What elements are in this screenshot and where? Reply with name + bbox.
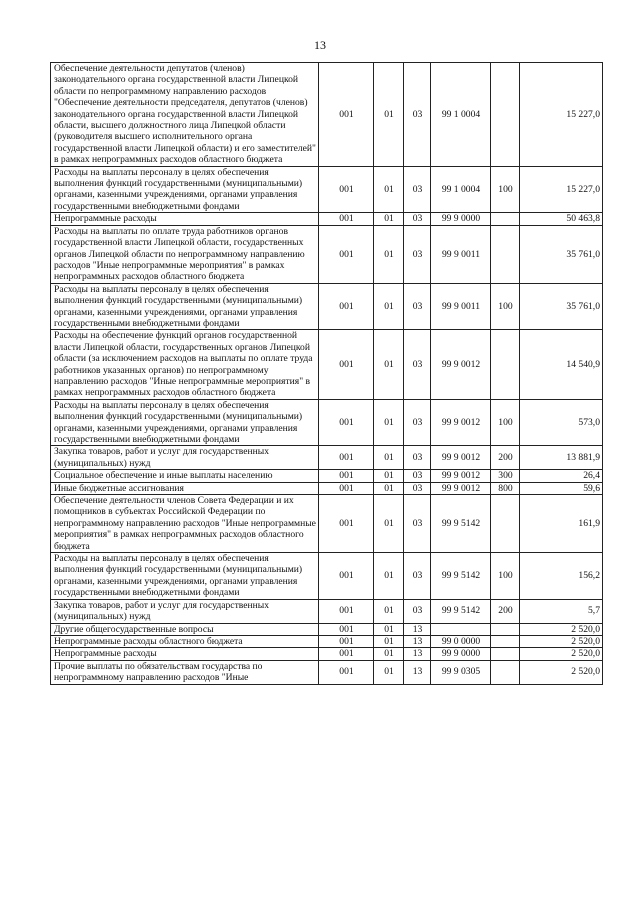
expense-type-cell: 100: [491, 283, 520, 330]
target-article-cell: [431, 623, 491, 635]
expense-name-cell: Расходы на выплаты персоналу в целях обеспечения выполнения функций государственными (муниципальными) органами, казенными учреждениями, органами управления государственными внебюджетными фондами: [51, 553, 319, 600]
subsection-code-cell: 03: [404, 225, 431, 283]
amount-cell: 161,9: [520, 495, 603, 553]
section-code-cell: 01: [374, 482, 404, 494]
section-code-cell: 01: [374, 635, 404, 647]
expense-name-cell: Непрограммные расходы: [51, 648, 319, 660]
expense-name-cell: Обеспечение деятельности депутатов (членов) законодательного органа государственной власти Липецкой области по непрограммному направлению расходов "Обеспечение деятельности председателя, депутатов (членов) законодательного органа государственной власти Липецкой области, высшего должностного лица Липецкой области (руководителя высшего исполнительного органа государственной власти Липецкой области) и его заместителей" в рамках непрограммных расходов областного бюджета: [51, 63, 319, 167]
target-article-cell: 99 9 0000: [431, 213, 491, 225]
amount-cell: 15 227,0: [520, 166, 603, 213]
expense-type-cell: [491, 623, 520, 635]
subsection-code-cell: 13: [404, 660, 431, 684]
section-code-cell: 01: [374, 330, 404, 399]
ministry-code-cell: 001: [319, 399, 374, 446]
ministry-code-cell: 001: [319, 446, 374, 470]
subsection-code-cell: 13: [404, 635, 431, 647]
ministry-code-cell: 001: [319, 63, 374, 167]
expense-name-cell: Расходы на выплаты персоналу в целях обеспечения выполнения функций государственными (муниципальными) органами, казенными учреждениями, органами управления государственными внебюджетными фондами: [51, 166, 319, 213]
amount-cell: 13 881,9: [520, 446, 603, 470]
ministry-code-cell: 001: [319, 660, 374, 684]
section-code-cell: 01: [374, 648, 404, 660]
expense-type-cell: 200: [491, 446, 520, 470]
section-code-cell: 01: [374, 623, 404, 635]
subsection-code-cell: 03: [404, 470, 431, 482]
section-code-cell: 01: [374, 399, 404, 446]
section-code-cell: 01: [374, 446, 404, 470]
subsection-code-cell: 03: [404, 213, 431, 225]
expense-name-cell: Закупка товаров, работ и услуг для государственных (муниципальных) нужд: [51, 446, 319, 470]
amount-cell: 35 761,0: [520, 225, 603, 283]
amount-cell: 2 520,0: [520, 660, 603, 684]
section-code-cell: 01: [374, 470, 404, 482]
expense-type-cell: 300: [491, 470, 520, 482]
expense-type-cell: 100: [491, 166, 520, 213]
ministry-code-cell: 001: [319, 225, 374, 283]
subsection-code-cell: 03: [404, 399, 431, 446]
amount-cell: 2 520,0: [520, 635, 603, 647]
expense-type-cell: [491, 660, 520, 684]
table-row: [51, 495, 603, 553]
expense-name-cell: Закупка товаров, работ и услуг для государственных (муниципальных) нужд: [51, 599, 319, 623]
subsection-code-cell: 03: [404, 166, 431, 213]
expense-name-cell: Расходы на выплаты персоналу в целях обеспечения выполнения функций государственными (муниципальными) органами, казенными учреждениями, органами управления государственными внебюджетными фондами: [51, 399, 319, 446]
expense-type-cell: 200: [491, 599, 520, 623]
table-row: [51, 225, 603, 283]
table-row: [51, 470, 603, 482]
expense-type-cell: 100: [491, 399, 520, 446]
target-article-cell: 99 1 0004: [431, 166, 491, 213]
expense-name-cell: Социальное обеспечение и иные выплаты населению: [51, 470, 319, 482]
ministry-code-cell: 001: [319, 599, 374, 623]
amount-cell: 5,7: [520, 599, 603, 623]
table-row: [51, 330, 603, 399]
expense-name-cell: Прочие выплаты по обязательствам государства по непрограммному направлению расходов "Иные: [51, 660, 319, 684]
ministry-code-cell: 001: [319, 482, 374, 494]
target-article-cell: 99 9 0012: [431, 399, 491, 446]
table-row: [51, 63, 603, 167]
amount-cell: 26,4: [520, 470, 603, 482]
target-article-cell: 99 9 5142: [431, 495, 491, 553]
section-code-cell: 01: [374, 495, 404, 553]
amount-cell: 50 463,8: [520, 213, 603, 225]
expense-name-cell: Иные бюджетные ассигнования: [51, 482, 319, 494]
section-code-cell: 01: [374, 283, 404, 330]
subsection-code-cell: 03: [404, 495, 431, 553]
section-code-cell: 01: [374, 63, 404, 167]
section-code-cell: 01: [374, 599, 404, 623]
expense-type-cell: 800: [491, 482, 520, 494]
expense-name-cell: Расходы на обеспечение функций органов государственной власти Липецкой области, государственных органов Липецкой области (за исключением расходов на выплаты по оплате труда работников указанных органов) по непрограммному направлению расходов "Иные непрограммные мероприятия" в рамках непрограммных расходов областного бюджета: [51, 330, 319, 399]
expense-name-cell: Расходы на выплаты по оплате труда работников органов государственной власти Липецкой области, государственных органов Липецкой области по непрограммному направлению расходов "Иные непрограммные мероприятия" в рамках непрограммных расходов областного бюджета: [51, 225, 319, 283]
expense-type-cell: [491, 495, 520, 553]
target-article-cell: 99 9 0011: [431, 225, 491, 283]
ministry-code-cell: 001: [319, 283, 374, 330]
expense-name-cell: Расходы на выплаты персоналу в целях обеспечения выполнения функций государственными (муниципальными) органами, казенными учреждениями, органами управления государственными внебюджетными фондами: [51, 283, 319, 330]
amount-cell: 156,2: [520, 553, 603, 600]
expense-type-cell: [491, 225, 520, 283]
table-row: [51, 166, 603, 213]
target-article-cell: 99 9 0000: [431, 648, 491, 660]
target-article-cell: 99 9 0011: [431, 283, 491, 330]
ministry-code-cell: 001: [319, 635, 374, 647]
subsection-code-cell: 13: [404, 648, 431, 660]
subsection-code-cell: 13: [404, 623, 431, 635]
ministry-code-cell: 001: [319, 553, 374, 600]
table-row: [51, 623, 603, 635]
ministry-code-cell: 001: [319, 648, 374, 660]
target-article-cell: 99 9 5142: [431, 599, 491, 623]
amount-cell: 15 227,0: [520, 63, 603, 167]
subsection-code-cell: 03: [404, 283, 431, 330]
expense-type-cell: [491, 330, 520, 399]
table-row: [51, 599, 603, 623]
target-article-cell: 99 9 0012: [431, 330, 491, 399]
subsection-code-cell: 03: [404, 482, 431, 494]
amount-cell: 14 540,9: [520, 330, 603, 399]
amount-cell: 35 761,0: [520, 283, 603, 330]
table-row: [51, 213, 603, 225]
target-article-cell: 99 9 0012: [431, 482, 491, 494]
ministry-code-cell: 001: [319, 213, 374, 225]
expense-name-cell: Другие общегосударственные вопросы: [51, 623, 319, 635]
section-code-cell: 01: [374, 166, 404, 213]
section-code-cell: 01: [374, 553, 404, 600]
ministry-code-cell: 001: [319, 166, 374, 213]
section-code-cell: 01: [374, 225, 404, 283]
budget-table: [50, 62, 603, 685]
section-code-cell: 01: [374, 660, 404, 684]
subsection-code-cell: 03: [404, 446, 431, 470]
table-row: [51, 553, 603, 600]
table-row: [51, 482, 603, 494]
ministry-code-cell: 001: [319, 623, 374, 635]
amount-cell: 2 520,0: [520, 623, 603, 635]
ministry-code-cell: 001: [319, 470, 374, 482]
target-article-cell: 99 9 0305: [431, 660, 491, 684]
amount-cell: 59,6: [520, 482, 603, 494]
amount-cell: 2 520,0: [520, 648, 603, 660]
table-row: [51, 660, 603, 684]
table-row: [51, 446, 603, 470]
table-row: [51, 283, 603, 330]
expense-type-cell: [491, 635, 520, 647]
page-number: 13: [314, 38, 326, 52]
expense-name-cell: Обеспечение деятельности членов Совета Федерации и их помощников в субъектах Российской Федерации по непрограммному направлению расходов "Иные непрограммные мероприятия" в рамках непрограммных расходов областного бюджета: [51, 495, 319, 553]
expense-type-cell: [491, 213, 520, 225]
target-article-cell: 99 9 0012: [431, 446, 491, 470]
expense-type-cell: [491, 648, 520, 660]
subsection-code-cell: 03: [404, 330, 431, 399]
table-body: [51, 63, 603, 685]
ministry-code-cell: 001: [319, 495, 374, 553]
expense-type-cell: 100: [491, 553, 520, 600]
target-article-cell: 99 1 0004: [431, 63, 491, 167]
target-article-cell: 99 9 0012: [431, 470, 491, 482]
table-row: [51, 648, 603, 660]
subsection-code-cell: 03: [404, 553, 431, 600]
expense-type-cell: [491, 63, 520, 167]
subsection-code-cell: 03: [404, 599, 431, 623]
subsection-code-cell: 03: [404, 63, 431, 167]
target-article-cell: 99 0 0000: [431, 635, 491, 647]
table-row: [51, 635, 603, 647]
table-row: [51, 399, 603, 446]
amount-cell: 573,0: [520, 399, 603, 446]
target-article-cell: 99 9 5142: [431, 553, 491, 600]
expense-name-cell: Непрограммные расходы областного бюджета: [51, 635, 319, 647]
expense-name-cell: Непрограммные расходы: [51, 213, 319, 225]
ministry-code-cell: 001: [319, 330, 374, 399]
section-code-cell: 01: [374, 213, 404, 225]
